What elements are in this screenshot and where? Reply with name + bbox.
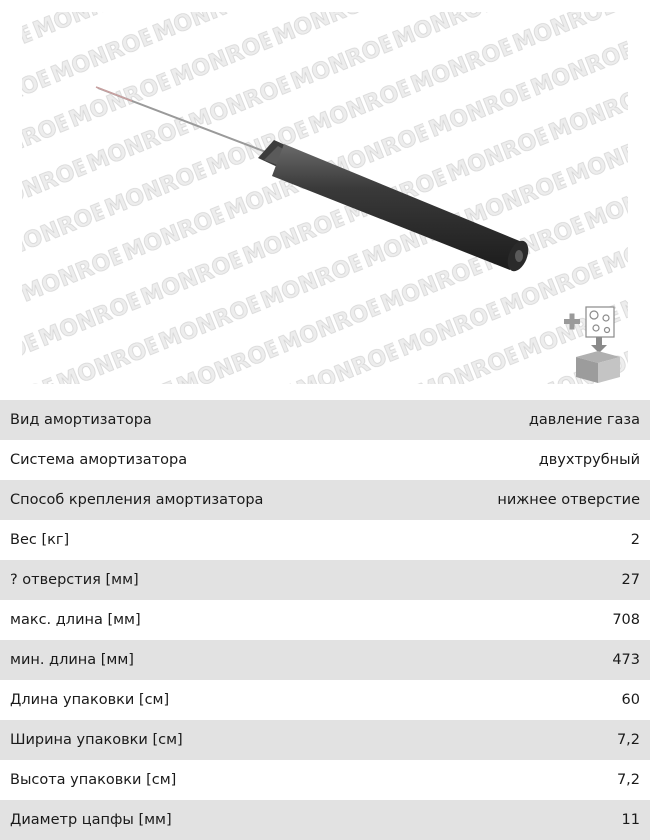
product-photo [22, 12, 628, 384]
spec-label: Система амортизатора [10, 452, 188, 468]
spec-label: Высота упаковки [см] [10, 772, 177, 788]
spec-value: 2 [630, 532, 640, 548]
spec-value: 27 [621, 572, 640, 588]
table-row [0, 400, 650, 440]
table-row [0, 640, 650, 680]
spec-label: Вид амортизатора [10, 412, 152, 428]
spec-label: Вес [кг] [10, 532, 70, 548]
product-image-panel [0, 0, 650, 400]
spec-label: Способ крепления амортизатора [10, 492, 264, 508]
table-row [0, 760, 650, 800]
spec-table [0, 400, 650, 840]
spec-value: нижнее отверстие [497, 492, 640, 508]
spec-value: 11 [621, 812, 640, 828]
spec-label: макс. длина [мм] [10, 612, 141, 628]
spec-label: Ширина упаковки [см] [10, 732, 183, 748]
spec-label: Длина упаковки [см] [10, 692, 170, 708]
spec-value: 708 [612, 612, 640, 628]
box-with-parts-icon [560, 305, 630, 385]
spec-value: 60 [621, 692, 640, 708]
spec-value: 7,2 [616, 732, 640, 748]
table-row [0, 720, 650, 760]
spec-label: мин. длина [мм] [10, 652, 134, 668]
spec-label: Диаметр цапфы [мм] [10, 812, 172, 828]
spec-label: ? отверстия [мм] [10, 572, 139, 588]
spec-value: 473 [612, 652, 640, 668]
table-row [0, 600, 650, 640]
watermark-background [22, 12, 628, 384]
table-row [0, 560, 650, 600]
table-row [0, 440, 650, 480]
spec-value: давление газа [528, 412, 640, 428]
table-row [0, 520, 650, 560]
spec-value: 7,2 [616, 772, 640, 788]
table-row [0, 480, 650, 520]
table-row [0, 800, 650, 840]
spec-value: двухтрубный [538, 452, 640, 468]
table-row [0, 680, 650, 720]
